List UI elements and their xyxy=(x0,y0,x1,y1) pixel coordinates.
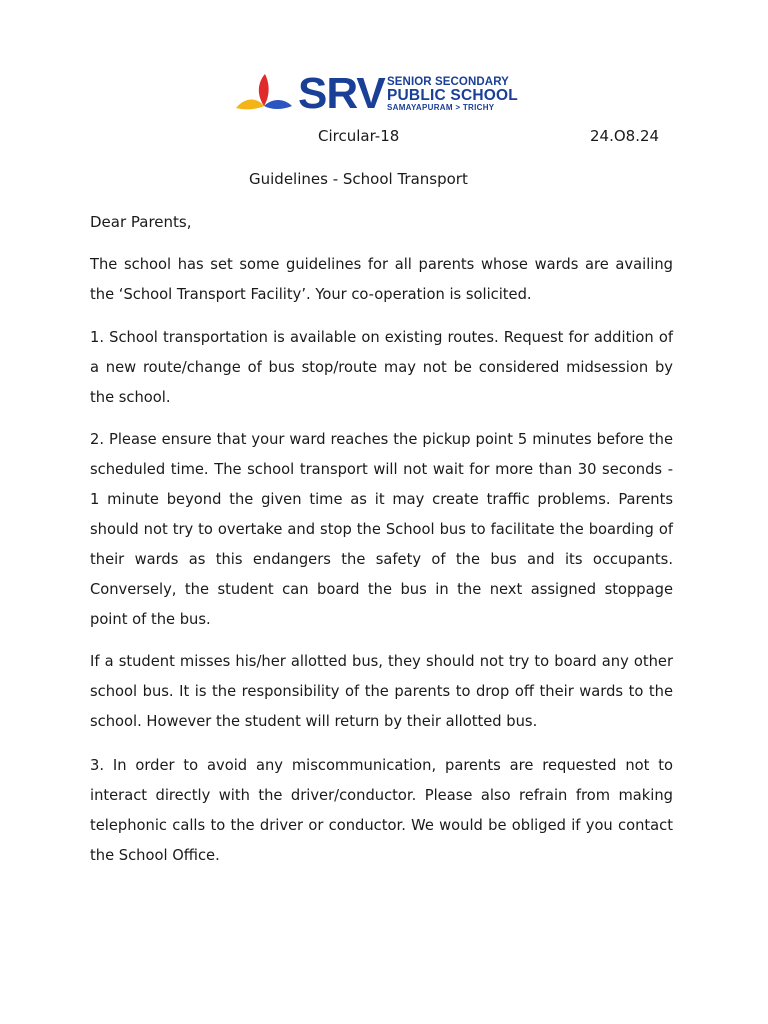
paragraph-guideline-3: 3. In order to avoid any miscommunication, parents are requested not to interact directly with the driver/conductor. Please also refrain from making telephonic calls to the driver or conductor. We would be obliged if you contact the School Office. xyxy=(90,757,673,864)
paragraph-guideline-2: 2. Please ensure that your ward reaches the pickup point 5 minutes before the scheduled time. The school transport will not wait for more than 30 seconds - 1 minute beyond the given time as it may create traffic problems. Parents should not try to overtake and stop the School bus to facilitate the boarding of their wards as this endangers the safety of the bus and its occupants. Conversely, the student can board the bus in the next assigned stoppage point of the bus. xyxy=(90,431,673,628)
paragraph-intro: The school has set some guidelines for all parents whose wards are availing the ‘School Transport Facility’. Your co-operation is solicited. xyxy=(90,256,673,303)
paragraph-guideline-1: 1. School transportation is available on existing routes. Request for addition of a new route/change of bus stop/route may not be considered midsession by the school. xyxy=(90,329,673,406)
logo-line-senior-secondary: SENIOR SECONDARY xyxy=(387,76,509,88)
circular-number: Circular-18 xyxy=(318,127,400,145)
logo-line-location: SAMAYAPURAM > TRICHY xyxy=(387,103,495,112)
logo-srv-text: SRV xyxy=(298,69,385,118)
school-logo xyxy=(234,69,518,118)
flame-emblem-icon xyxy=(234,72,296,116)
paragraph-missed-bus: If a student misses his/her allotted bus, they should not try to board any other school bus. It is the responsibility of the parents to drop off their wards to the school. However the student will return by their allotted bus. xyxy=(90,653,673,730)
logo-school-name xyxy=(387,76,518,112)
circular-date: 24.O8.24 xyxy=(590,127,660,145)
circular-subject: Guidelines - School Transport xyxy=(249,170,468,188)
salutation: Dear Parents, xyxy=(90,213,192,231)
logo-line-public-school: PUBLIC SCHOOL xyxy=(387,87,518,104)
